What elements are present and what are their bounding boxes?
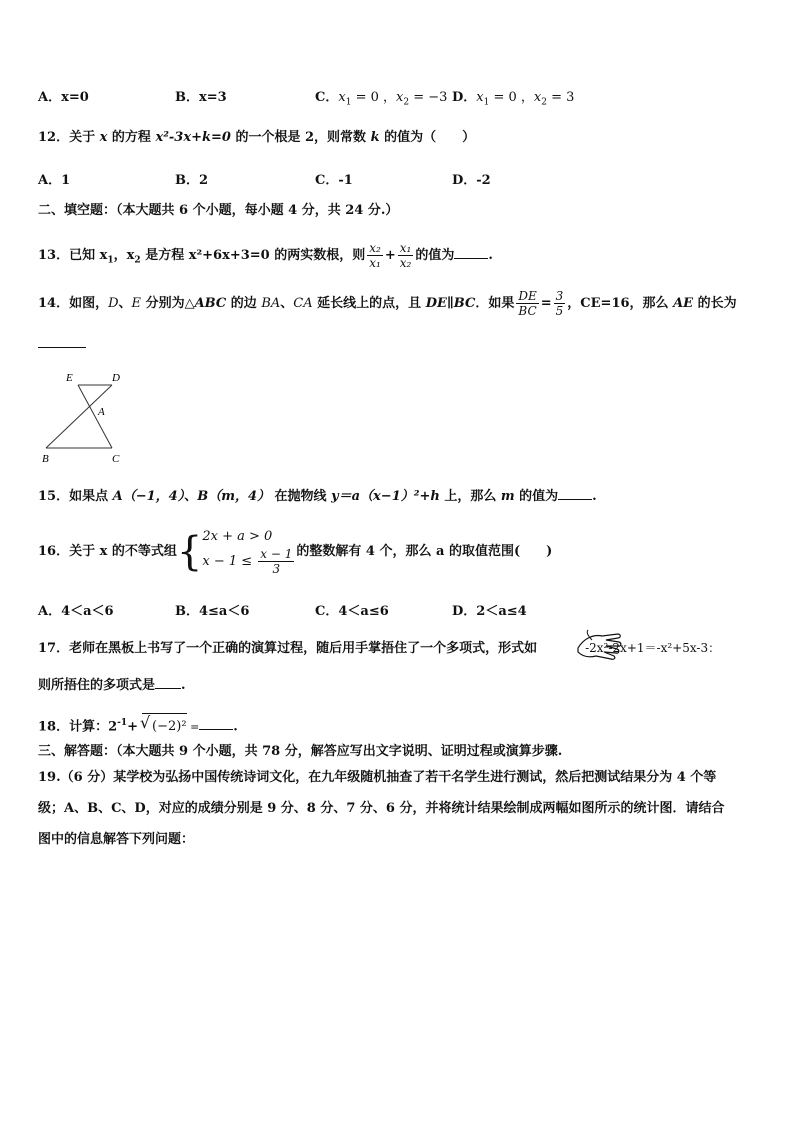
q12-option-d: D．-2 [452, 173, 491, 188]
q19-line-2: 级；A、B、C、D，对应的成绩分别是 9 分、8 分、7 分、6 分，并将统计结果绘制成两幅如图所示的统计图．请结合 [38, 801, 725, 816]
q13-answer-blank [454, 258, 488, 259]
section-2-heading: 二、填空题：（本大题共 6 个小题，每小题 4 分，共 24 分.） [38, 203, 399, 218]
q11-option-d: D．$x_1 = 0$ ，$x_2 = 3$ [452, 90, 575, 108]
q16-option-b: B．4≤a＜6 [175, 604, 250, 619]
q17-stem: 17．老师在黑板上书写了一个正确的演算过程，随后用手掌捂住了一个多项式，形式如 -2x²-2x+1＝-x²+5x-3： [38, 641, 721, 656]
q12-option-b: B．2 [175, 173, 209, 188]
label-b: B [42, 453, 49, 465]
q12-stem: 12．关于 x 的方程 x²-3x+k=0 的一个根是 2，则常数 k 的值为（ ） [38, 130, 476, 145]
q18-stem: 18．计算：$2^{-1}+√$ (−2)² = . [38, 710, 238, 736]
q17-answer-blank [155, 688, 181, 689]
q11-option-b: B．x=3 [175, 90, 227, 105]
q16-option-a: A．4＜a＜6 [38, 604, 114, 619]
q13-stem: 13．已知 $x_1$，$x_2$ 是方程 x²+6x+3=0 的两实数根，则 $\frac{\text{x₂}}{\text{x₁}}$ + $\frac{\text{x₁}}{\text{x₂}}$ 的值为 . [38, 241, 493, 270]
label-d: D [112, 372, 120, 384]
q12-option-a: A．1 [38, 173, 71, 188]
q14-triangle-figure [36, 366, 132, 466]
segment-ec [78, 385, 112, 448]
q19-line-1: 19.（6 分）某学校为弘扬中国传统诗词文化，在九年级随机抽查了若干名学生进行测试，然后把测试结果分为 4 个等 [38, 770, 717, 785]
q16-option-c: C．4＜a≤6 [315, 604, 389, 619]
q15-stem: 15．如果点 A（−1，4）、B（m，4） 在抛物线 y＝a（x−1）²+h 上，那么 m 的值为 . [38, 489, 597, 504]
q16-option-d: D．2＜a≤4 [452, 604, 527, 619]
q18-answer-blank [199, 729, 233, 730]
q17-line-2: 则所捂住的多项式是 . [38, 678, 186, 693]
q12-option-c: C．-1 [315, 173, 353, 188]
label-c: C [112, 453, 120, 465]
hand-icon [574, 628, 622, 666]
label-a: A [98, 406, 105, 418]
section-3-heading: 三、解答题：（本大题共 9 个小题，共 78 分，解答应写出文字说明、证明过程或演算步骤. [38, 744, 563, 759]
label-e: E [66, 372, 73, 384]
q11-option-c: C．$x_1 = 0$ ，$x_2 = -3$ [315, 90, 448, 108]
q14-answer-blank [38, 347, 86, 348]
q14-stem: 14．如图，D、E 分别为△ABC 的边 BA、CA 延长线上的点，且 DE∥BC．如果 $\frac{DE}{BC}$ = $\frac{3}{5}$ ，CE=16，那么 AE 的长为 [38, 289, 737, 318]
q16-stem: 16．关于 x 的不等式组{ 2x + a > 0 x − 1 ≤ $\frac{x - 1}{3}$ 的整数解有 4 个，那么 a 的取值范围( ) [38, 528, 553, 576]
q19-line-3: 图中的信息解答下列问题： [38, 832, 195, 847]
q15-answer-blank [558, 499, 592, 500]
q11-option-a: A．x=0 [38, 90, 89, 105]
